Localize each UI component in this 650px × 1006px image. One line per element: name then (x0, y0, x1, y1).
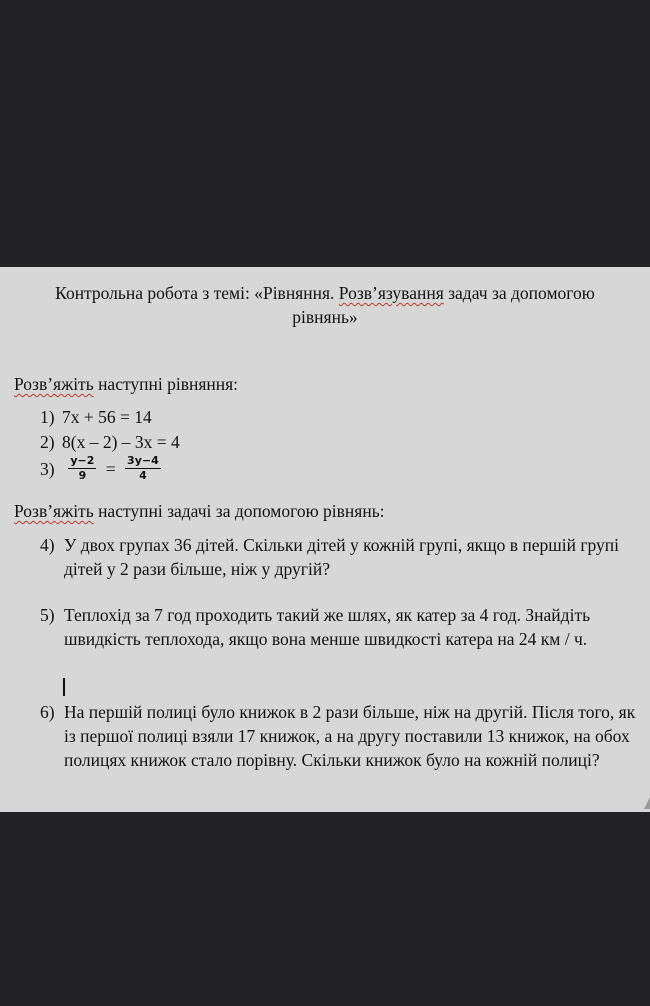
section-heading-tasks (14, 500, 385, 522)
task-6 (40, 700, 640, 772)
section-heading-equations (14, 373, 238, 395)
equation-number: 2) (40, 432, 55, 452)
section-heading-wavy: Розв’яжіть (14, 501, 94, 521)
title-text-2: задач за допомогою (443, 283, 595, 303)
equation-2 (40, 431, 180, 453)
task-text: Теплохід за 7 год проходить такий же шлях, як катер за 4 год. Знайдіть швидкість теплохода, якщо вона менше швидкості катера на 24 км / ч. (64, 605, 591, 649)
fraction-denominator: 9 (78, 469, 87, 482)
task-number: 5) (40, 605, 55, 625)
title-line-2: рівнянь» (292, 307, 358, 327)
resize-corner-icon (644, 797, 650, 809)
equation-3 (40, 454, 163, 483)
section-heading-wavy: Розв’яжіть (14, 374, 94, 394)
equation-number: 3) (40, 458, 55, 479)
document-sheet (0, 267, 650, 812)
equation-1 (40, 406, 152, 428)
equals-sign: = (105, 458, 116, 479)
task-4 (40, 533, 640, 581)
fraction-numerator: y−2 (70, 454, 95, 467)
fraction-numerator: 3y−4 (127, 454, 159, 467)
equation-text: 8(x – 2) – 3x = 4 (62, 432, 180, 452)
task-text: На першій полиці було книжок в 2 рази більше, ніж на другій. Після того, як із першої полиці взяли 17 книжок, а на другу поставили 13 книжок, на обох полицях книжок стало порівну. Скільки книжок було на кожній полиці? (64, 702, 636, 770)
task-number: 6) (40, 702, 55, 722)
task-5 (40, 603, 640, 651)
fraction-left (68, 454, 96, 483)
fraction-denominator: 4 (139, 469, 147, 482)
title-text-spellcheck: Розв’язування (338, 283, 444, 303)
title-text-1: Контрольна робота з темі: «Рівняння. (55, 283, 339, 303)
section-heading-text: наступні рівняння: (93, 374, 239, 394)
fraction-right (125, 454, 161, 483)
task-number: 4) (40, 535, 55, 555)
equation-text: 7x + 56 = 14 (62, 407, 152, 427)
section-heading-text: наступні задачі за допомогою рівнянь: (93, 501, 385, 521)
equation-number: 1) (40, 407, 55, 427)
text-cursor (63, 678, 65, 696)
task-text: У двох групах 36 дітей. Скільки дітей у кожній групі, якщо в першій групі дітей у 2 рази більше, ніж у другій? (64, 535, 620, 579)
document-title (0, 281, 650, 329)
